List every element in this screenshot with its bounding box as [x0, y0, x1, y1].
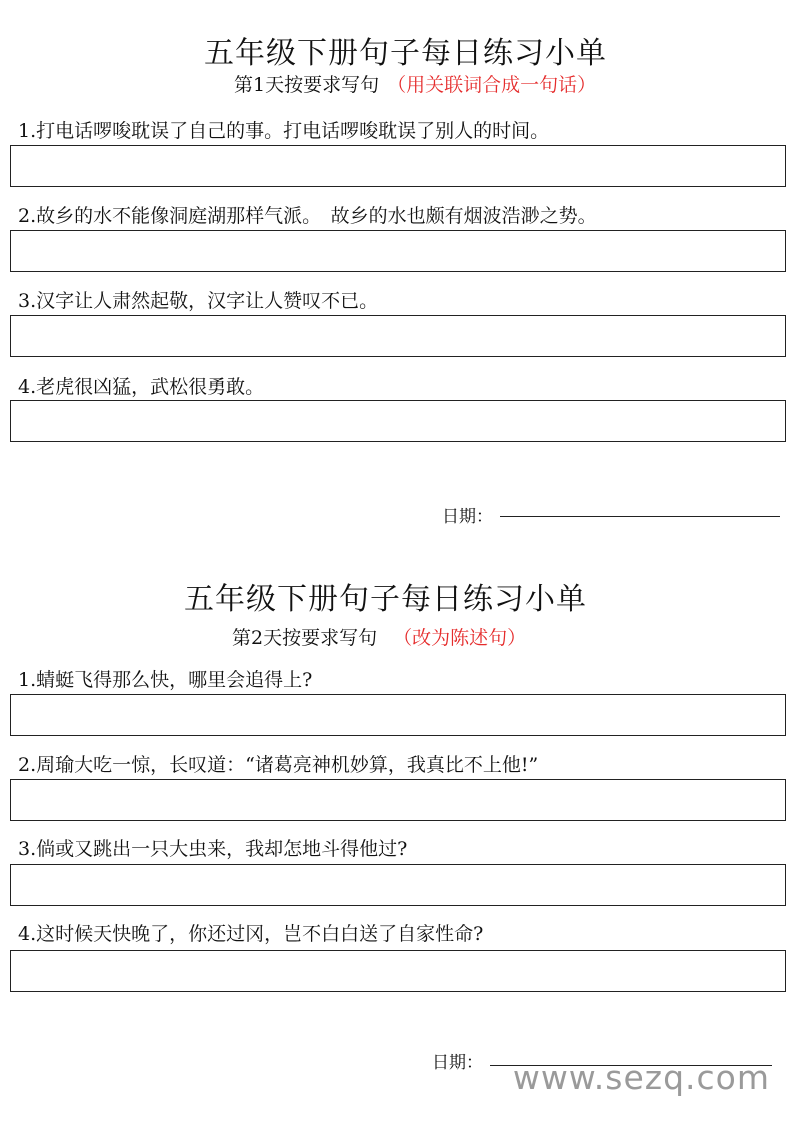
question-2: 2.周瑜大吃一惊，长叹道：“诸葛亮神机妙算，我真比不上他!” — [18, 754, 539, 776]
answer-box-2[interactable] — [10, 230, 786, 272]
instruction-text: （改为陈述句） — [393, 627, 527, 649]
date-label: 日期： — [432, 1053, 483, 1073]
worksheet-title: 五年级下册句子每日练习小单 — [204, 36, 607, 71]
date-label: 日期： — [442, 507, 493, 527]
question-3: 3.汉字让人肃然起敬，汉字让人赞叹不已。 — [18, 290, 379, 312]
watermark-text: www.sezq.com — [512, 1058, 770, 1097]
answer-box-1[interactable] — [10, 145, 786, 187]
worksheet-subtitle — [232, 623, 526, 650]
date-line[interactable] — [500, 516, 780, 517]
worksheet-subtitle — [234, 70, 596, 97]
answer-box-4[interactable] — [10, 950, 786, 992]
question-1: 1.打电话啰唆耽误了自己的事。打电话啰唆耽误了别人的时间。 — [18, 120, 550, 142]
day-label: 第2天按要求写句 — [232, 627, 378, 649]
question-3: 3.倘或又跳出一只大虫来，我却怎地斗得他过? — [18, 838, 408, 860]
instruction-text: （用关联词合成一句话） — [387, 74, 597, 96]
question-4: 4.老虎很凶猛，武松很勇敢。 — [18, 376, 265, 398]
worksheet-title: 五年级下册句子每日练习小单 — [184, 582, 587, 617]
answer-box-3[interactable] — [10, 315, 786, 357]
question-4: 4.这时候天快晚了，你还过冈，岂不白白送了自家性命? — [18, 923, 484, 945]
answer-box-3[interactable] — [10, 864, 786, 906]
question-1: 1.蜻蜓飞得那么快，哪里会追得上? — [18, 669, 313, 691]
answer-box-2[interactable] — [10, 779, 786, 821]
answer-box-1[interactable] — [10, 694, 786, 736]
question-2: 2.故乡的水不能像洞庭湖那样气派。 故乡的水也颇有烟波浩渺之势。 — [18, 205, 597, 227]
day-label: 第1天按要求写句 — [234, 74, 380, 96]
answer-box-4[interactable] — [10, 400, 786, 442]
